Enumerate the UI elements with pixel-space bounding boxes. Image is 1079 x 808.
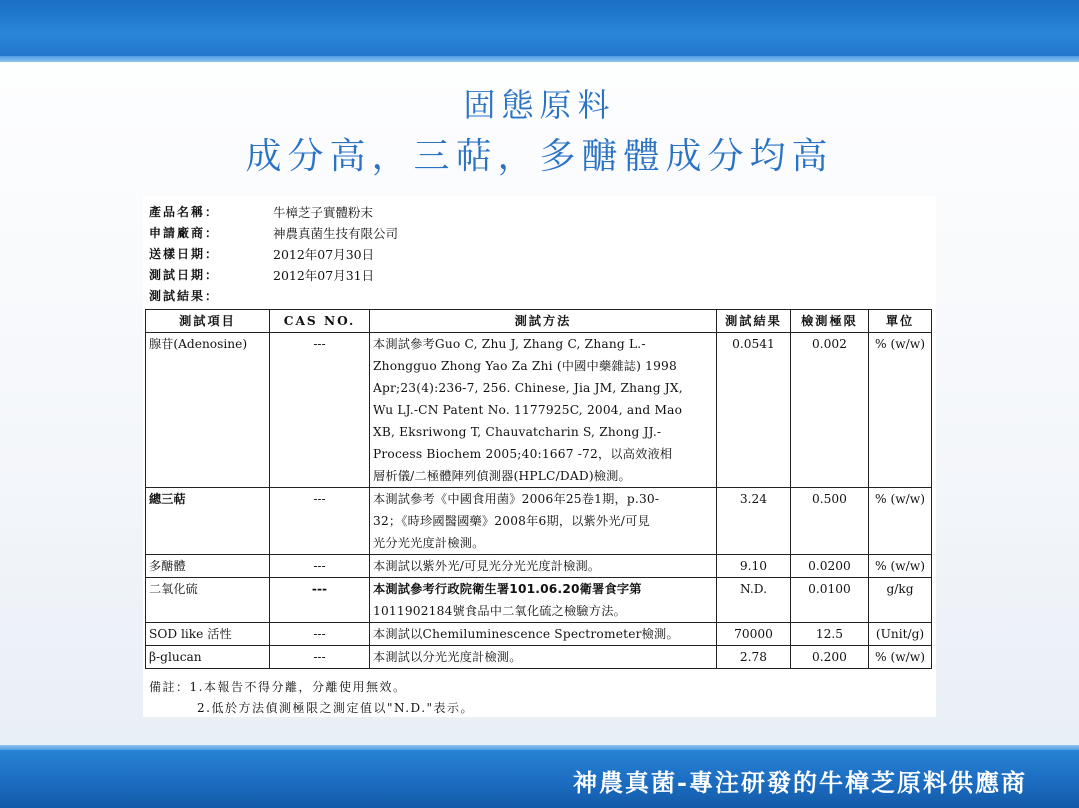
info-row-test-date xyxy=(149,265,398,286)
info-label: 測試日期： xyxy=(149,268,220,282)
method-cell xyxy=(370,623,717,646)
method-cell xyxy=(370,578,717,623)
info-label: 申請廠商： xyxy=(149,226,220,240)
column-header: 檢測極限 xyxy=(791,310,869,333)
limit-cell: 0.500 xyxy=(791,488,869,555)
method-line: Process Biochem 2005;40:1667 -72，以高效液相 xyxy=(373,447,673,461)
result-cell: N.D. xyxy=(717,578,791,623)
method-line: 本測試參考行政院衛生署101.06.20衛署食字第 xyxy=(373,582,642,596)
cas-cell: --- xyxy=(270,623,370,646)
cas-cell: --- xyxy=(270,333,370,488)
column-header: 測試項目 xyxy=(146,310,270,333)
info-value: 牛樟芝子實體粉末 xyxy=(273,205,374,220)
unit-cell: % (w/w) xyxy=(869,555,932,578)
info-row-sample-date xyxy=(149,244,398,265)
unit-cell: % (w/w) xyxy=(869,646,932,669)
cas-cell: --- xyxy=(270,555,370,578)
slide-subtitle: 成分高，三萜，多醣體成分均高 xyxy=(245,136,834,177)
method-line: 本測試參考Guo C, Zhu J, Zhang C, Zhang L.- xyxy=(373,337,646,351)
method-line: 光分光光度計檢測。 xyxy=(373,536,485,550)
column-header: 單位 xyxy=(869,310,932,333)
result-cell: 9.10 xyxy=(717,555,791,578)
method-cell xyxy=(370,555,717,578)
table-row xyxy=(146,578,932,623)
unit-cell: g/kg xyxy=(869,578,932,623)
results-table xyxy=(145,309,932,669)
note-line: 2.低於方法偵測極限之測定值以"N.D."表示。 xyxy=(197,701,475,715)
cas-cell: --- xyxy=(270,578,370,623)
method-line: XB, Eksriwong T, Chauvatcharin S, Zhong JJ.- xyxy=(373,425,662,439)
item-cell: SOD like 活性 xyxy=(146,623,270,646)
method-line: 本測試以分光光度計檢測。 xyxy=(373,650,522,664)
limit-cell: 0.0100 xyxy=(791,578,869,623)
unit-cell: (Unit/g) xyxy=(869,623,932,646)
method-line: 本測試以紫外光/可見光分光光度計檢測。 xyxy=(373,559,601,573)
item-cell: β-glucan xyxy=(146,646,270,669)
info-row-applicant xyxy=(149,223,398,244)
table-row xyxy=(146,623,932,646)
column-header: CAS NO. xyxy=(270,310,370,333)
report-notes xyxy=(149,677,474,719)
info-label: 產品名稱： xyxy=(149,205,220,219)
footer-tagline: 神農真菌-專注研發的牛樟芝原料供應商 xyxy=(573,768,1027,797)
result-cell: 3.24 xyxy=(717,488,791,555)
info-value: 2012年07月31日 xyxy=(273,268,375,283)
method-line: 層析儀/二極體陣列偵測器(HPLC/DAD)檢測。 xyxy=(373,469,631,483)
limit-cell: 0.0200 xyxy=(791,555,869,578)
item-cell: 腺苷(Adenosine) xyxy=(146,333,270,488)
method-line: 1011902184號食品中二氧化硫之檢驗方法。 xyxy=(373,604,626,618)
info-value: 2012年07月30日 xyxy=(273,247,375,262)
method-line: Apr;23(4):236-7, 256. Chinese, Jia JM, Zhang JX, xyxy=(373,381,683,395)
method-cell xyxy=(370,333,717,488)
info-label: 送樣日期： xyxy=(149,247,220,261)
table-row xyxy=(146,555,932,578)
item-cell: 總三萜 xyxy=(146,488,270,555)
item-cell: 多醣體 xyxy=(146,555,270,578)
result-cell: 70000 xyxy=(717,623,791,646)
report-info xyxy=(149,202,398,307)
limit-cell: 12.5 xyxy=(791,623,869,646)
test-report xyxy=(143,196,936,717)
method-line: 32；《時珍國醫國藥》2008年6期，以紫外光/可見 xyxy=(373,514,650,528)
table-row xyxy=(146,333,932,488)
table-row xyxy=(146,488,932,555)
info-row-result xyxy=(149,286,398,307)
column-header: 測試方法 xyxy=(370,310,717,333)
slide-title: 固態原料 xyxy=(463,86,616,124)
info-row-product xyxy=(149,202,398,223)
method-cell xyxy=(370,488,717,555)
unit-cell: % (w/w) xyxy=(869,488,932,555)
info-label: 測試結果： xyxy=(149,289,220,303)
top-banner xyxy=(0,0,1079,62)
method-line: 本測試以Chemiluminescence Spectrometer檢測。 xyxy=(373,627,679,641)
limit-cell: 0.002 xyxy=(791,333,869,488)
limit-cell: 0.200 xyxy=(791,646,869,669)
result-cell: 2.78 xyxy=(717,646,791,669)
method-line: Wu LJ.-CN Patent No. 1177925C, 2004, and Mao xyxy=(373,403,683,417)
table-row xyxy=(146,646,932,669)
method-line: 本測試參考《中國食用菌》2006年25卷1期，p.30- xyxy=(373,492,660,506)
method-line: Zhongguo Zhong Yao Za Zhi (中國中藥雜誌) 1998 xyxy=(373,359,677,373)
column-header: 測試結果 xyxy=(717,310,791,333)
result-cell: 0.0541 xyxy=(717,333,791,488)
cas-cell: --- xyxy=(270,646,370,669)
table-header-row xyxy=(146,310,932,333)
bottom-banner xyxy=(0,745,1079,808)
unit-cell: % (w/w) xyxy=(869,333,932,488)
info-value: 神農真菌生技有限公司 xyxy=(273,226,399,241)
method-cell xyxy=(370,646,717,669)
item-cell: 二氧化硫 xyxy=(146,578,270,623)
cas-cell: --- xyxy=(270,488,370,555)
note-line: 備註：1.本報告不得分離，分離使用無效。 xyxy=(149,680,407,694)
